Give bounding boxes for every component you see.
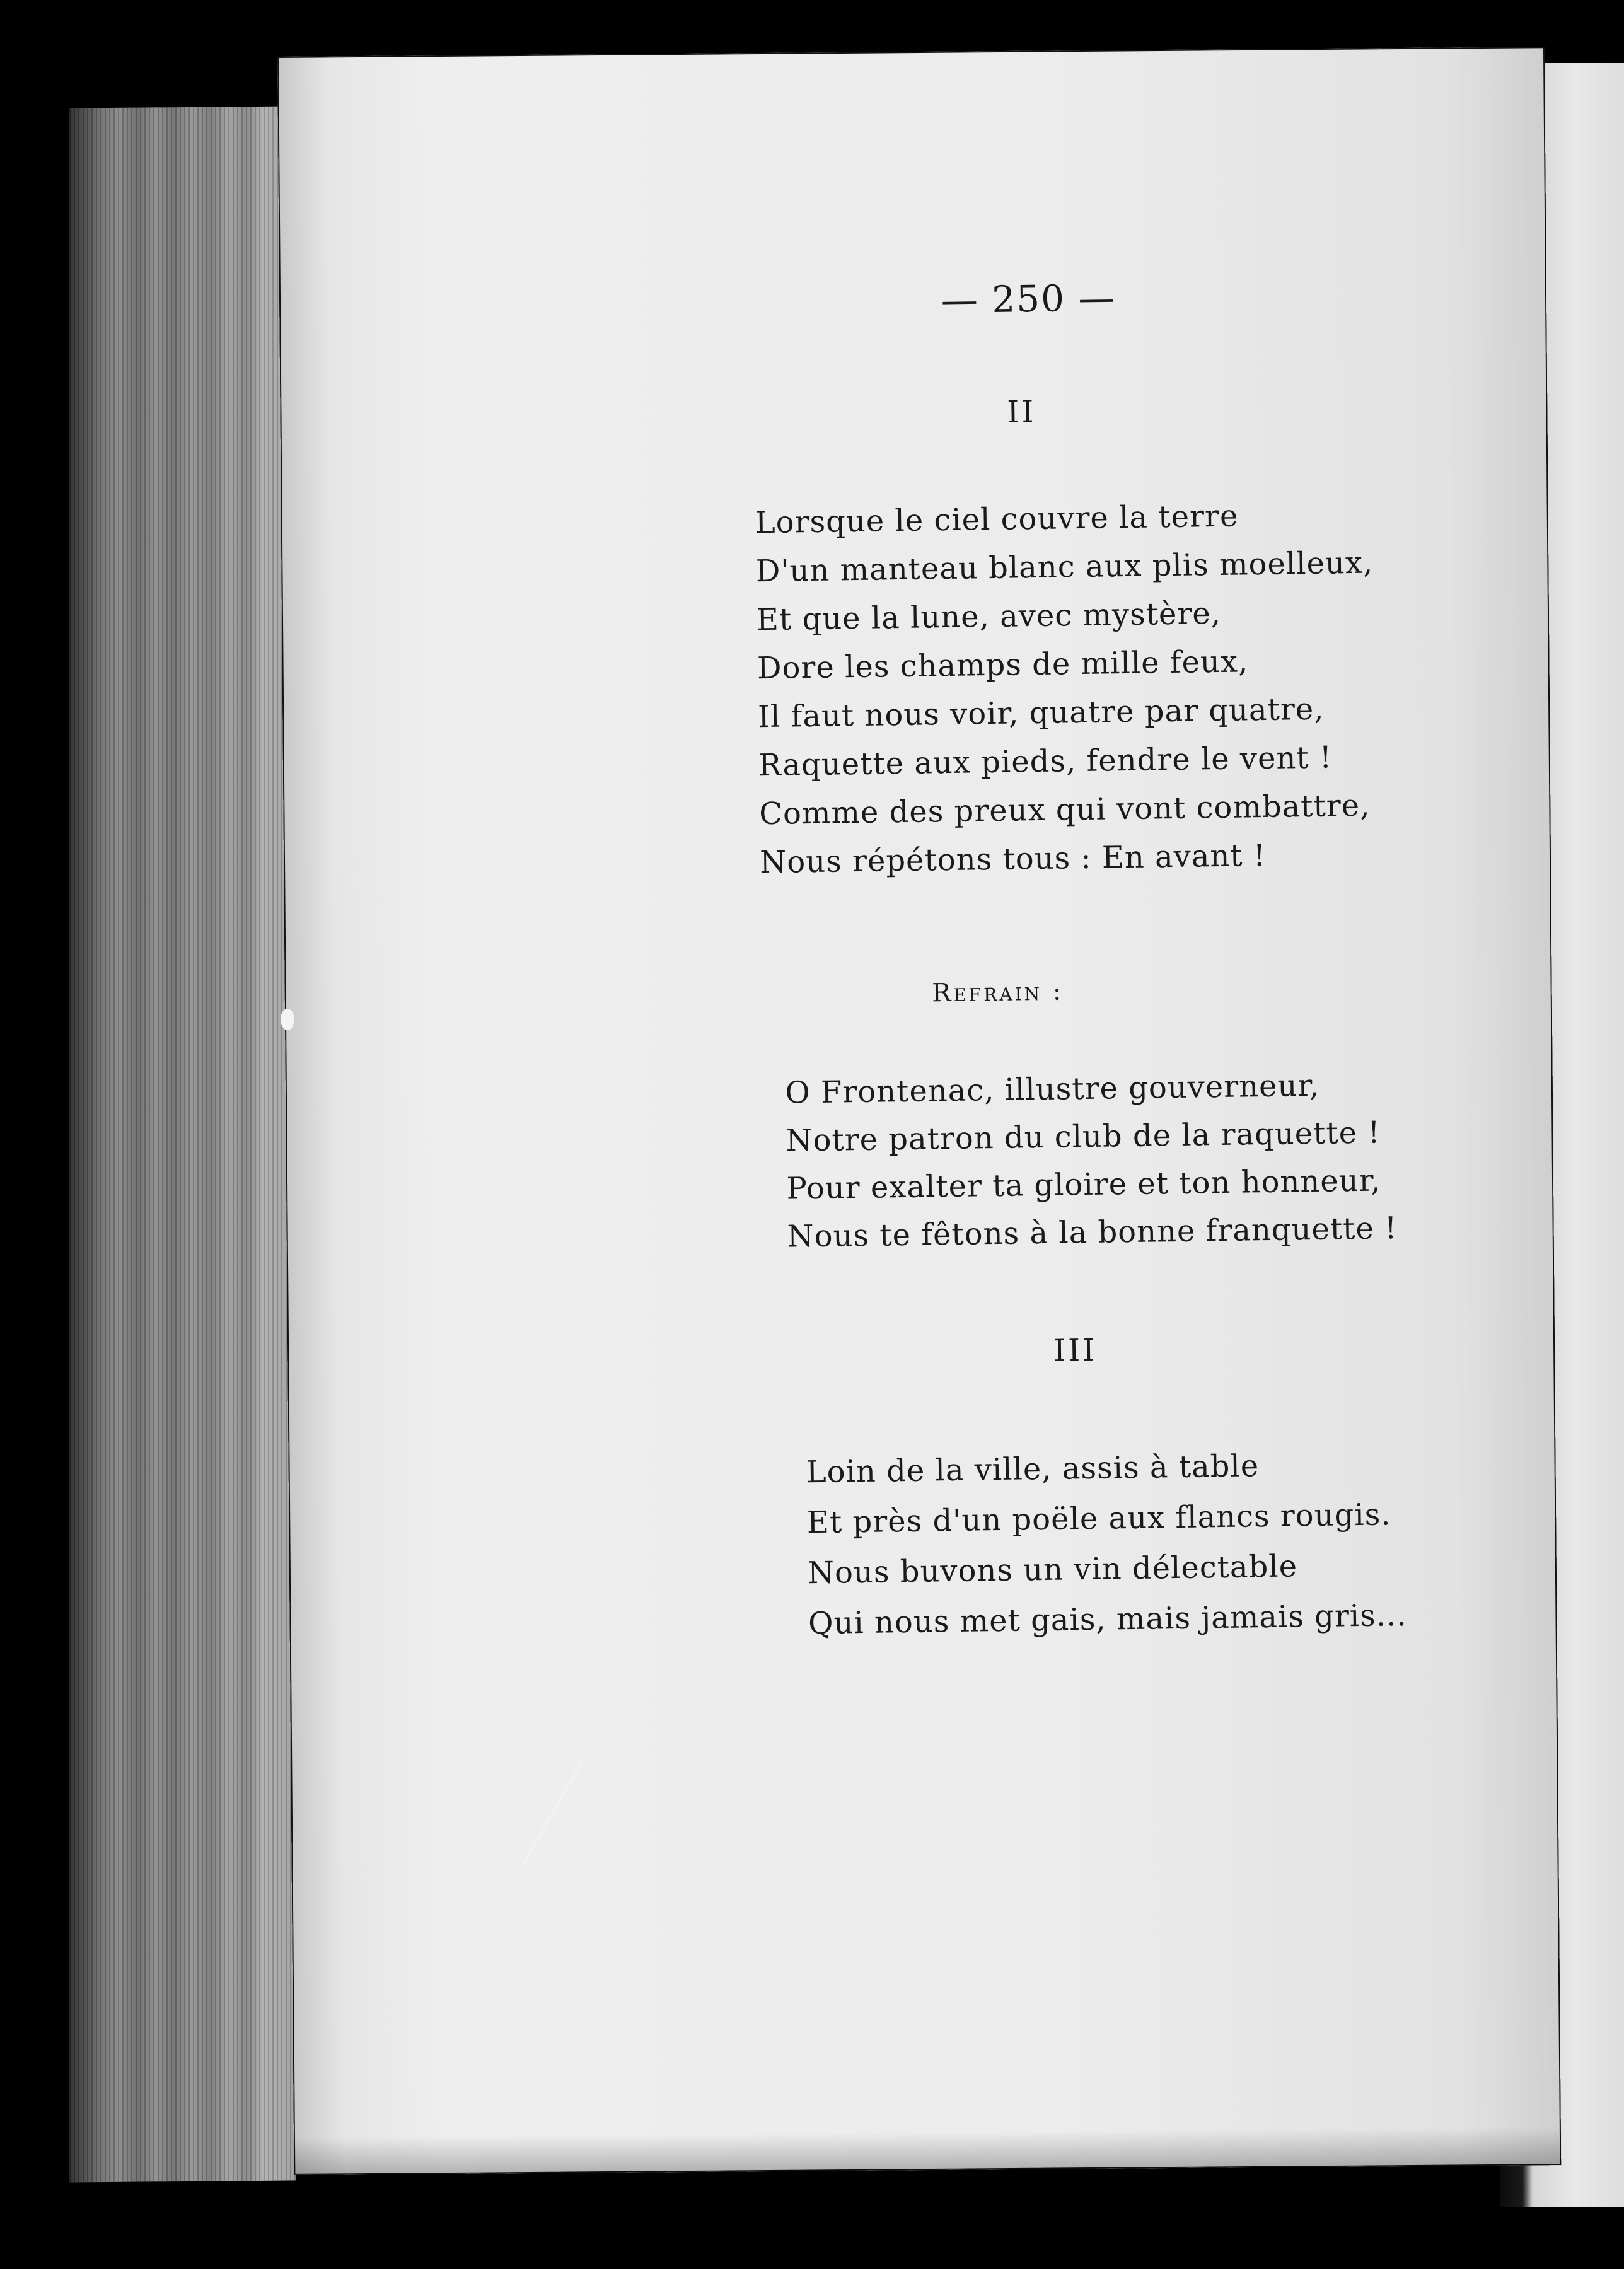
verse-line: Pour exalter ta gloire et ton honneur,	[786, 1163, 1381, 1207]
verse-line: Et que la lune, avec mystère,	[756, 595, 1222, 638]
film-speck	[281, 1009, 294, 1030]
verse-line: Dore les champs de mille feux,	[757, 644, 1249, 687]
verse-line: Comme des preux qui vont combattre,	[758, 787, 1371, 832]
verse-line: Loin de la ville, assis à table	[806, 1448, 1260, 1490]
stanza-2	[755, 490, 1378, 888]
verse-line: Et près d'un poële aux flancs rougis.	[806, 1497, 1391, 1541]
verse-line: Il faut nous voir, quatre par quatre,	[757, 691, 1325, 735]
verse-line: D'un manteau blanc aux plis moelleux,	[755, 545, 1374, 589]
section-numeral-3: III	[1053, 1332, 1098, 1369]
section-numeral-2: II	[1006, 393, 1036, 430]
verse-line: O Frontenac, illustre gouverneur,	[785, 1067, 1320, 1111]
refrain	[785, 1060, 1398, 1260]
stanza-3	[806, 1439, 1407, 1649]
verse-line: Nous répétons tous : En avant !	[759, 837, 1267, 881]
page-number: — 250 —	[941, 276, 1116, 322]
verse-line: Raquette aux pieds, fendre le vent !	[758, 740, 1333, 784]
verse-line: Nous buvons un vin délectable	[807, 1548, 1298, 1591]
verse-line: Qui nous met gais, mais jamais gris...	[808, 1597, 1407, 1642]
verse-line: Nous te fêtons à la bonne franquette !	[787, 1210, 1398, 1255]
refrain-heading: Refrain :	[931, 977, 1064, 1008]
verse-line: Lorsque le ciel couvre la terre	[755, 498, 1239, 541]
verse-line: Notre patron du club de la raquette !	[786, 1115, 1381, 1159]
